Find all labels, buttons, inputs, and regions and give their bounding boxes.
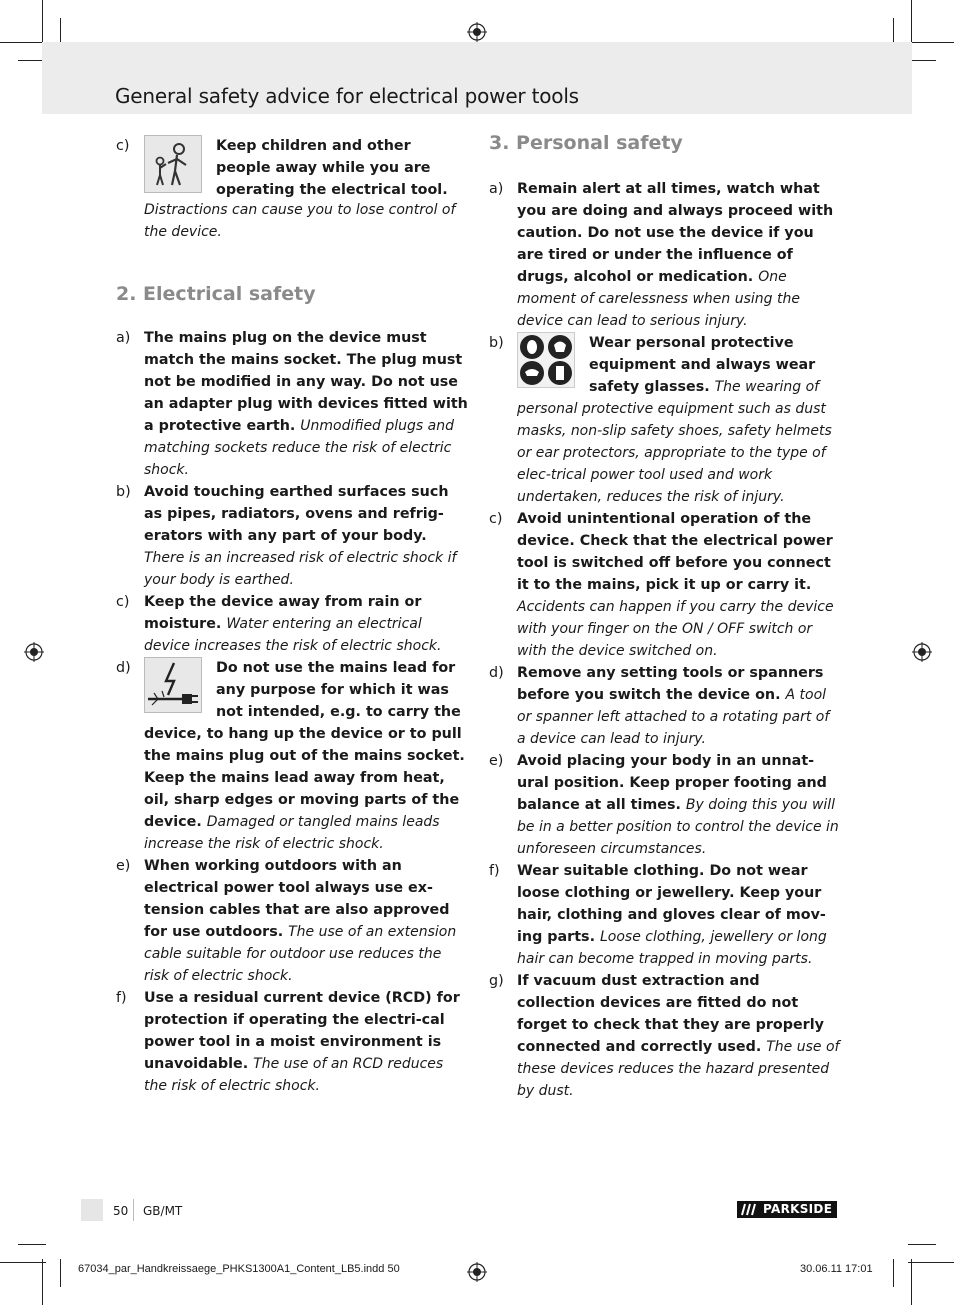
item-bold-text: Remain alert at all times, watch what you are doing and always proceed with caution. Do not use the device if you are tired or under the influence of drugs, alcohol or medication. — [517, 181, 834, 285]
list-item — [489, 332, 841, 508]
item-bold-text: Avoid touching earthed surfaces such as pipes, radiators, ovens and refrig-erators with any part of your body. — [144, 484, 449, 544]
page-title: General safety advice for electrical power tools — [115, 84, 579, 108]
registration-mark-icon — [24, 642, 44, 662]
item-italic-text: Water entering an electrical device increases the risk of electric shock. — [144, 616, 442, 654]
slug-file-info: 67034_par_Handkreissaege_PHKS1300A1_Content_LB5.indd 50 — [78, 1263, 400, 1275]
crop-mark — [911, 1259, 912, 1305]
crop-mark — [60, 1259, 61, 1287]
item-letter: e) — [489, 753, 504, 769]
footer-divider — [133, 1199, 134, 1221]
item-italic-text: Accidents can happen if you carry the device with your finger on the ON / OFF switch or with the device switched on. — [517, 599, 834, 659]
item-bold-text: Avoid placing your body in an unnat-ural position. Keep proper footing and balance at all times. — [517, 753, 827, 813]
item-bold-text: Do not use the mains lead for any purpose for which it was not intended, e.g. to carry the device, to hang up the device or to pull the mains plug out of the mains socket. Keep the mains lead away from heat, oil, sharp edges or moving parts of the device. — [144, 660, 465, 830]
item-italic-text: The wearing of personal protective equipment such as dust masks, non-slip safety shoes, safety helmets or ear protectors, appropriate to the type of elec-trical power tool used and work undertaken, reduces the risk of injury. — [517, 379, 832, 505]
crop-mark — [42, 1259, 43, 1305]
item-italic-text: Damaged or tangled mains leads increase the risk of electric shock. — [144, 814, 440, 852]
list-item — [489, 178, 841, 332]
section-title-electrical-safety: 2. Electrical safety — [116, 283, 316, 305]
item-italic-text: There is an increased risk of electric shock if your body is earthed. — [144, 550, 457, 588]
item-bold-text: Keep children and other people away while you are operating the electrical tool. — [216, 138, 448, 198]
crop-mark — [18, 1244, 46, 1245]
item-bold-text: Use a residual current device (RCD) for protection if operating the electri-cal power tool in a moist environment is unavoidable. — [144, 990, 460, 1072]
page-number: 50 — [113, 1204, 129, 1218]
item-italic-text: The use of an RCD reduces the risk of electric shock. — [144, 1056, 444, 1094]
crop-mark — [908, 1244, 936, 1245]
item-letter: g) — [489, 973, 504, 989]
item-letter: c) — [116, 138, 130, 154]
list-item — [116, 657, 468, 855]
item-bold-text: When working outdoors with an electrical power tool always use ex-tension cables that are also approved for use outdoors. — [144, 858, 450, 940]
crop-mark — [908, 60, 936, 61]
list-item — [116, 327, 468, 481]
item-letter: a) — [116, 330, 131, 346]
crop-mark — [42, 0, 43, 46]
item-italic-text: By doing this you will be in a better position to control the device in unforeseen circumstances. — [517, 797, 839, 857]
registration-mark-icon — [467, 22, 487, 42]
slug-date: 30.06.11 17:01 — [800, 1263, 873, 1275]
item-bold-text: Wear suitable clothing. Do not wear loose clothing or jewellery. Keep your hair, clothing and gloves clear of mov-ing parts. — [517, 863, 826, 945]
footer-page-marker — [81, 1199, 103, 1221]
item-italic-text: Unmodified plugs and matching sockets reduce the risk of electric shock. — [144, 418, 455, 478]
item-bold-text: Wear personal protective equipment and always wear safety glasses. — [589, 335, 816, 395]
list-item — [489, 662, 841, 750]
item-bold-text: Keep the device away from rain or moisture. — [144, 594, 422, 632]
item-bold-text: Avoid unintentional operation of the device. Check that the electrical power tool is switched off before you connect it to the mains, pick it up or carry it. — [517, 511, 833, 593]
crop-mark — [908, 1262, 954, 1263]
electric-shock-cable-icon — [144, 657, 202, 715]
registration-mark-icon — [467, 1262, 487, 1282]
list-item — [116, 855, 468, 987]
registration-mark-icon — [912, 642, 932, 662]
item-italic-text: Distractions can cause you to lose control of the device. — [144, 202, 456, 240]
item-letter: b) — [489, 335, 504, 351]
list-item — [116, 987, 468, 1097]
crop-mark — [908, 42, 954, 43]
list-item — [116, 591, 468, 657]
item-italic-text: One moment of carelessness when using the device can lead to serious injury. — [517, 269, 800, 329]
item-letter: b) — [116, 484, 131, 500]
item-letter: f) — [116, 990, 127, 1006]
list-item — [116, 481, 468, 591]
item-bold-text: If vacuum dust extraction and collection devices are fitted do not forget to check that they are properly connected and correctly used. — [517, 973, 824, 1055]
children-warning-icon — [144, 135, 202, 193]
item-bold-text: The mains plug on the device must match the mains socket. The plug must not be modified in any way. Do not use an adapter plug with devices fitted with a protective earth. — [144, 330, 468, 434]
list-item — [116, 135, 468, 243]
brand-logo-text: PARKSIDE — [763, 1202, 833, 1216]
list-item — [489, 860, 841, 970]
item-letter: a) — [489, 181, 504, 197]
crop-mark — [893, 1259, 894, 1287]
protective-equipment-icon — [517, 332, 575, 390]
list-item — [489, 750, 841, 860]
crop-mark — [0, 1262, 46, 1263]
item-italic-text: The use of these devices reduces the hazard presented by dust. — [517, 1039, 840, 1099]
item-italic-text: The use of an extension cable suitable for outdoor use reduces the risk of electric shock. — [144, 924, 457, 984]
item-letter: e) — [116, 858, 131, 874]
list-item — [489, 508, 841, 662]
crop-mark — [0, 42, 46, 43]
section-title-personal-safety: 3. Personal safety — [489, 132, 683, 154]
item-letter: f) — [489, 863, 500, 879]
item-letter: c) — [489, 511, 503, 527]
item-italic-text: A tool or spanner left attached to a rotating part of a device can lead to injury. — [517, 687, 830, 747]
left-column — [116, 135, 468, 1097]
item-letter: d) — [116, 660, 131, 676]
item-letter: d) — [489, 665, 504, 681]
list-item — [489, 970, 841, 1102]
right-column — [489, 132, 841, 1102]
item-bold-text: Remove any setting tools or spanners before you switch the device on. — [517, 665, 824, 703]
locale-label: GB/MT — [143, 1204, 183, 1218]
crop-mark — [911, 0, 912, 46]
item-letter: c) — [116, 594, 130, 610]
item-italic-text: Loose clothing, jewellery or long hair can become trapped in moving parts. — [517, 929, 827, 967]
